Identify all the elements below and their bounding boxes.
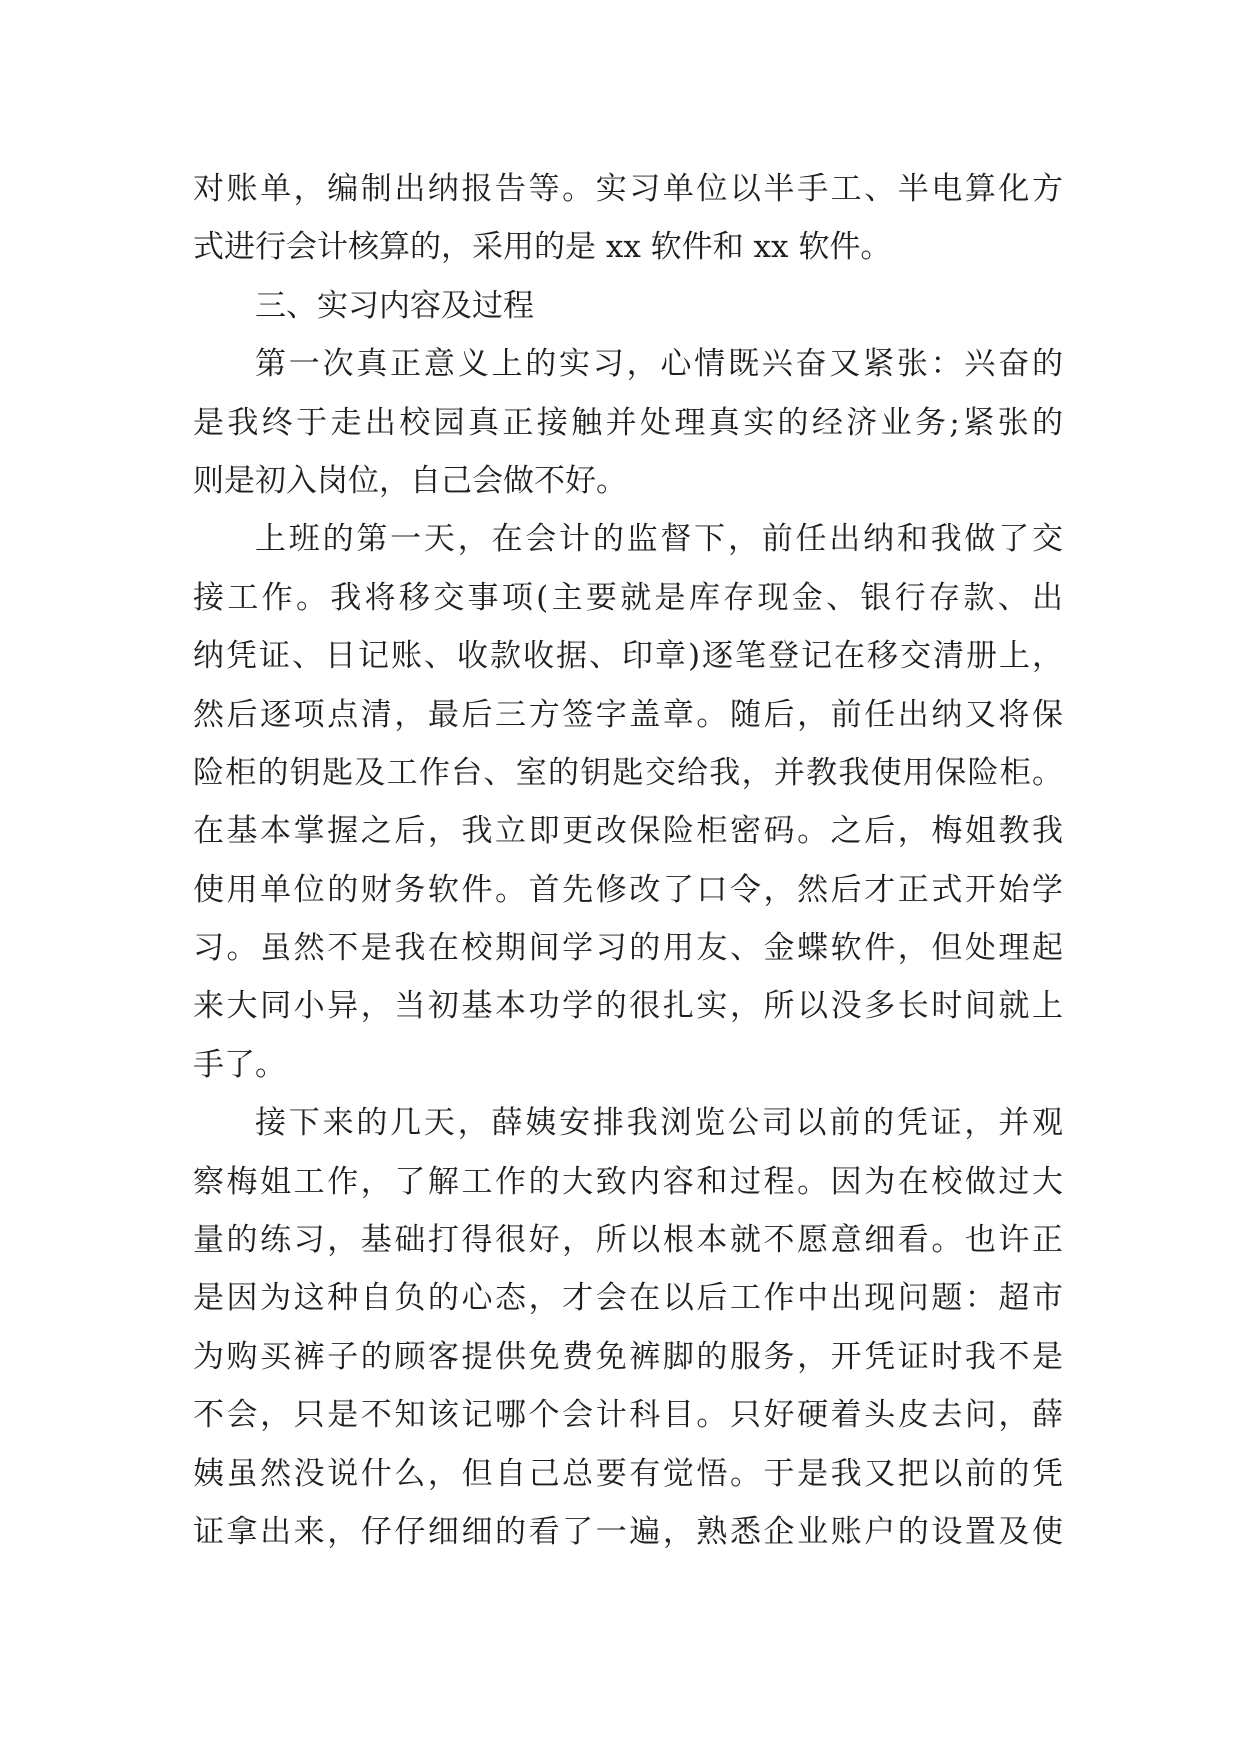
text-line: 是我终于走出校园真正接触并处理真实的经济业务;紧张的 [193,404,1063,441]
text-line: 三、实习内容及过程 [255,287,534,324]
text-line: 姨虽然没说什么，但自己总要有觉悟。于是我又把以前的凭 [193,1455,1063,1492]
text-line: 式进行会计核算的，采用的是 xx 软件和 xx 软件。 [193,229,892,266]
text-line: 证拿出来，仔仔细细的看了一遍，熟悉企业账户的设置及使 [193,1513,1063,1550]
text-line: 对账单，编制出纳报告等。实习单位以半手工、半电算化方 [193,171,1063,207]
text-line: 察梅姐工作，了解工作的大致内容和过程。因为在校做过大 [193,1163,1063,1200]
text-line: 是因为这种自负的心态，才会在以后工作中出现问题：超市 [193,1280,1063,1317]
text-line: 量的练习，基础打得很好，所以根本就不愿意细看。也许正 [193,1222,1063,1259]
text-line: 险柜的钥匙及工作台、室的钥匙交给我，并教我使用保险柜。 [193,754,1063,791]
text-line: 习。虽然不是我在校期间学习的用友、金蝶软件，但处理起 [193,930,1063,967]
text-line: 接下来的几天，薛姨安排我浏览公司以前的凭证，并观 [255,1105,1063,1142]
text-line: 为购买裤子的顾客提供免费免裤脚的服务，开凭证时我不是 [193,1338,1063,1375]
document-body [193,160,1063,1561]
text-line: 然后逐项点清，最后三方签字盖章。随后，前任出纳又将保 [193,696,1063,733]
text-line: 手了。 [193,1046,286,1083]
text-line: 第一次真正意义上的实习，心情既兴奋又紧张：兴奋的 [255,346,1063,383]
text-line: 使用单位的财务软件。首先修改了口令，然后才正式开始学 [193,871,1063,908]
text-line: 上班的第一天，在会计的监督下，前任出纳和我做了交 [255,521,1063,558]
text-line: 纳凭证、日记账、收款收据、印章)逐笔登记在移交清册上， [193,638,1063,675]
text-line: 不会，只是不知该记哪个会计科目。只好硬着头皮去问，薛 [193,1397,1063,1434]
text-line: 来大同小异，当初基本功学的很扎实，所以没多长时间就上 [193,988,1063,1025]
text-line: 则是初入岗位，自己会做不好。 [193,462,627,499]
text-line: 在基本掌握之后，我立即更改保险柜密码。之后，梅姐教我 [193,813,1063,850]
text-line: 接工作。我将移交事项(主要就是库存现金、银行存款、出 [193,579,1063,616]
